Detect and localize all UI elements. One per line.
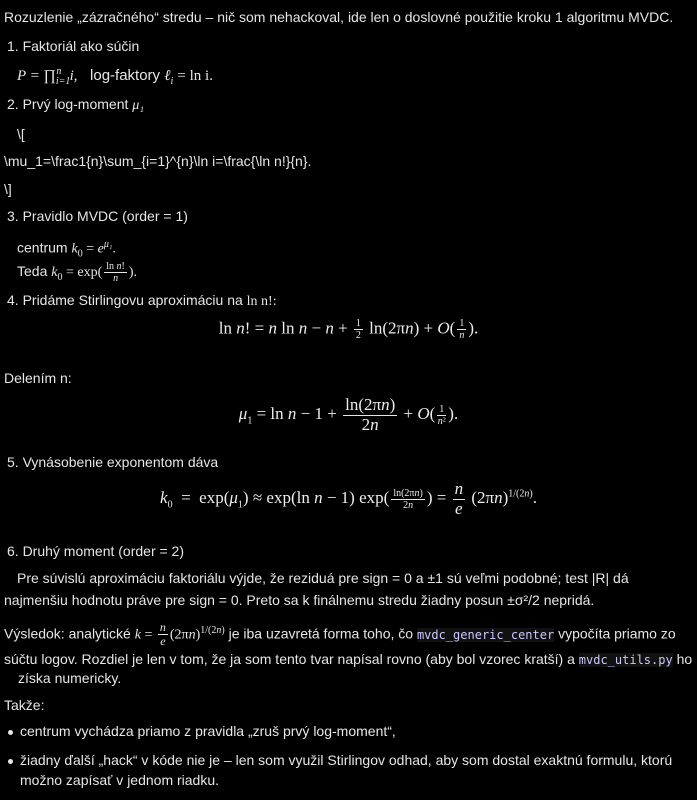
bullet-item-2-cont: možno zapísať v jednom riadku. bbox=[20, 772, 220, 788]
product-symbol: P = ∏ bbox=[17, 68, 56, 84]
stirling-equation: ln n! = n ln n − n + $\frac{1}{2}$ ln(2πn) + O( $\frac{1}{n}$ ). bbox=[218, 318, 479, 341]
step6-title: 6. Druhý moment (order = 2) bbox=[7, 543, 185, 559]
result-line1: Výsledok: analytické k = $\frac{n}{e}$ $(2\pi n)^{1/(2n)}$ je iba uzavretá forma toho, čo mvdc_generic_center vypočíta priamo zo bbox=[4, 620, 676, 649]
code-mvdc-utils: mvdc_utils.py bbox=[578, 653, 673, 667]
raw-latex-close: \] bbox=[4, 181, 12, 197]
step5-title: 5. Vynásobenie exponentom dáva bbox=[7, 454, 219, 470]
logfactors-label: log-faktory bbox=[90, 67, 161, 84]
result-line2: súčtu logov. Rozdiel je len v tom, že ja som tento tvar napísal rovno (aby bol vzorec kratší) a mvdc_utils.py ho bbox=[4, 651, 693, 667]
eq-ln-i: = ln i. bbox=[177, 68, 213, 84]
intro-text: Rozuzlenie „zázračného“ stredu – nič som nehackoval, ide len o doslovné použitie kroku 1 algoritmu MVDC. bbox=[4, 9, 674, 25]
bullet-dot bbox=[8, 759, 13, 764]
mu1-equation: $\mu_1 = \ln n - 1$ + $\frac{\ln(2\pi n)}{2n}$ + O( $\frac{1}{\text{n²}}$ ). bbox=[238, 395, 459, 434]
step3-title: 3. Pravidlo MVDC (order = 1) bbox=[7, 208, 188, 224]
mu1-symbol: μ₁ bbox=[132, 98, 145, 113]
raw-latex-body: \mu_1=\frac1{n}\sum_{i=1}^{n}\ln i=\frac{\ln n!}{n}. bbox=[4, 153, 312, 169]
code-mvdc-generic-center: mvdc_generic_center bbox=[416, 627, 555, 642]
k0-equation: $k_0 = \exp(\mu_1) \approx \exp(\ln$ n − 1) exp( $\frac{\ln(2\pi n)}{2n}$ ) = $\frac{n}{e}$ $(2\pi n)^{1/(2n)}$. bbox=[160, 479, 537, 518]
step2-title: 2. Prvý log-moment μ₁ bbox=[7, 96, 145, 113]
bullet-item-2: žiadny ďalší „hack“ v kóde nie je – len som využil Stirlingov odhad, aby som dostal exaktnú formulu, ktorú bbox=[20, 752, 673, 768]
step6-paragraph: Pre súvislú aproximáciu faktoriálu výjde, že reziduá pre sign = 0 a ±1 sú veľmi podobné; test |R| dá najmenšiu hodnotu práve pre sign = 0. Preto sa k finálnemu stredu žiadny posun ±σ²/2 nepridá. bbox=[4, 570, 629, 608]
bullet-dot bbox=[8, 730, 13, 735]
teda-line: Teda $k_0 = \exp$( $\frac{\text{ln n!}}{n}$ ). bbox=[17, 261, 138, 284]
takze-text: Takže: bbox=[4, 697, 45, 713]
step4-title: 4. Pridáme Stirlingovu aproximáciu na ln n!: bbox=[7, 292, 277, 309]
result-line3: získa numericky. bbox=[18, 670, 122, 686]
raw-latex-open: \[ bbox=[17, 126, 25, 142]
step1-formula: $P = \prod_{i=1}^n$ i, log-faktory ℓ$_i$ = ln i. bbox=[17, 66, 213, 87]
bullet-item-1: centrum vychádza priamo z pravidla „zruš prvý log-moment“, bbox=[20, 723, 396, 739]
centrum-line: centrum $k_0 = e^{\mu_1}$. bbox=[17, 239, 116, 260]
delenim-text: Delením n: bbox=[4, 370, 72, 386]
step1-title: 1. Faktoriál ako súčin bbox=[7, 38, 140, 54]
